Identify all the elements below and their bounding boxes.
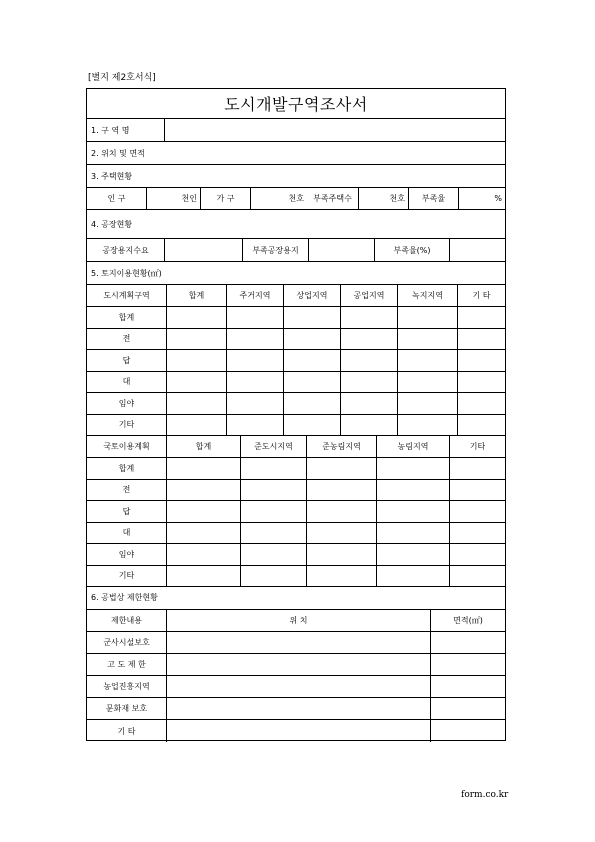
zone-name-row xyxy=(87,119,505,142)
shortage-housing-field[interactable]: 천호 xyxy=(359,188,409,209)
urban-row-label: 답 xyxy=(87,350,167,371)
footer-site: form.co.kr xyxy=(461,790,509,800)
national-row-label: 대 xyxy=(87,523,167,544)
national-value-cell[interactable] xyxy=(167,480,241,501)
population-field[interactable]: 천인 xyxy=(147,188,201,209)
national-row-1 xyxy=(87,480,505,502)
national-row-label: 임야 xyxy=(87,544,167,565)
national-row-3 xyxy=(87,523,505,545)
short-factory-land-field[interactable] xyxy=(309,239,375,261)
national-value-cell[interactable] xyxy=(307,501,377,522)
urban-value-cell[interactable] xyxy=(341,350,398,371)
national-value-cell[interactable] xyxy=(307,480,377,501)
national-value-cell[interactable] xyxy=(377,501,450,522)
national-value-cell[interactable] xyxy=(377,480,450,501)
urban-row-2 xyxy=(87,350,505,372)
urban-row-label: 임야 xyxy=(87,393,167,414)
urban-value-cell[interactable] xyxy=(284,307,341,328)
national-col-header-2: 준도시지역 xyxy=(241,436,307,457)
national-value-cell[interactable] xyxy=(167,501,241,522)
restriction-row-2 xyxy=(87,676,505,698)
urban-col-header-4: 공업지역 xyxy=(341,285,398,306)
urban-value-cell[interactable] xyxy=(227,350,284,371)
national-value-cell[interactable] xyxy=(167,523,241,544)
factory-shortage-rate-label: 부족율(%) xyxy=(375,239,450,261)
restriction-header-row xyxy=(87,586,505,610)
urban-row-1 xyxy=(87,329,505,351)
urban-value-cell[interactable] xyxy=(398,415,458,436)
urban-value-cell[interactable] xyxy=(167,393,227,414)
urban-header-row xyxy=(87,285,505,307)
form-title: 도시개발구역조사서 xyxy=(224,95,368,114)
national-value-cell[interactable] xyxy=(241,523,307,544)
urban-value-cell[interactable] xyxy=(167,329,227,350)
national-value-cell[interactable] xyxy=(307,523,377,544)
national-col-header-0: 국토이용계획 xyxy=(87,436,167,457)
housing-shortage-rate-label: 부족율 xyxy=(409,188,459,209)
urban-col-header-5: 녹지지역 xyxy=(398,285,458,306)
urban-value-cell[interactable] xyxy=(398,372,458,393)
urban-value-cell[interactable] xyxy=(398,307,458,328)
urban-row-label: 기타 xyxy=(87,415,167,436)
restriction-section-label: 6. 공법상 제한현황 xyxy=(91,593,158,602)
restriction-label: 문화재 보호 xyxy=(87,698,167,719)
restriction-location-cell[interactable] xyxy=(167,698,431,719)
urban-value-cell[interactable] xyxy=(398,329,458,350)
urban-value-cell[interactable] xyxy=(458,415,505,436)
urban-row-5 xyxy=(87,415,505,437)
restriction-area-cell[interactable] xyxy=(431,698,505,719)
urban-value-cell[interactable] xyxy=(284,415,341,436)
restriction-row-3 xyxy=(87,698,505,720)
factory-land-demand-label: 공장용지수요 xyxy=(87,239,165,261)
housing-section-label: 3. 주택현황 xyxy=(91,171,133,181)
population-label: 인 구 xyxy=(87,188,147,209)
national-header-row xyxy=(87,436,505,458)
urban-value-cell[interactable] xyxy=(458,350,505,371)
factory-land-demand-field[interactable] xyxy=(165,239,243,261)
urban-value-cell[interactable] xyxy=(284,350,341,371)
national-value-cell[interactable] xyxy=(450,544,505,565)
national-value-cell[interactable] xyxy=(307,458,377,479)
urban-value-cell[interactable] xyxy=(167,350,227,371)
urban-value-cell[interactable] xyxy=(227,372,284,393)
urban-value-cell[interactable] xyxy=(458,372,505,393)
land-use-section-label: 5. 토지이용현황(㎡) xyxy=(91,268,162,278)
urban-value-cell[interactable] xyxy=(227,393,284,414)
urban-value-cell[interactable] xyxy=(284,372,341,393)
restriction-location-cell[interactable] xyxy=(167,632,431,653)
restriction-row-1 xyxy=(87,654,505,676)
urban-value-cell[interactable] xyxy=(341,372,398,393)
national-row-5 xyxy=(87,566,505,588)
urban-value-cell[interactable] xyxy=(341,415,398,436)
restriction-content-header: 제한내용 xyxy=(87,610,167,631)
urban-value-cell[interactable] xyxy=(341,307,398,328)
restriction-label: 고 도 제 한 xyxy=(87,654,167,675)
urban-value-cell[interactable] xyxy=(458,393,505,414)
restriction-area-cell[interactable] xyxy=(431,632,505,653)
national-row-label: 답 xyxy=(87,501,167,522)
national-value-cell[interactable] xyxy=(241,544,307,565)
national-col-header-5: 기타 xyxy=(469,442,486,451)
restriction-area-cell[interactable] xyxy=(431,654,505,675)
restriction-location-cell[interactable] xyxy=(167,720,431,742)
national-col-header-1: 합계 xyxy=(167,436,241,457)
location-area-label: 2. 위치 및 면적 xyxy=(91,148,145,158)
shortage-housing-label: 부족주택수 xyxy=(307,188,359,209)
restriction-label: 군사시설보호 xyxy=(87,632,167,653)
national-value-cell[interactable] xyxy=(450,501,505,522)
urban-row-label: 합계 xyxy=(87,307,167,328)
national-value-cell[interactable] xyxy=(377,458,450,479)
urban-col-header-0: 도시계획구역 xyxy=(87,285,167,306)
restriction-label: 기 타 xyxy=(87,720,167,742)
urban-row-4 xyxy=(87,393,505,415)
restriction-location-cell[interactable] xyxy=(167,654,431,675)
restriction-location-cell[interactable] xyxy=(167,676,431,697)
households-label: 가 구 xyxy=(201,188,251,209)
urban-value-cell[interactable] xyxy=(227,329,284,350)
urban-value-cell[interactable] xyxy=(167,307,227,328)
restriction-area-cell[interactable] xyxy=(431,676,505,697)
restriction-row-0 xyxy=(87,632,505,654)
land-use-header-row xyxy=(87,262,505,285)
factory-header-row xyxy=(87,210,505,239)
urban-value-cell[interactable] xyxy=(284,329,341,350)
housing-header-row xyxy=(87,165,505,188)
housing-data-row xyxy=(87,188,505,210)
national-row-label: 전 xyxy=(87,480,167,501)
factory-data-row xyxy=(87,239,505,262)
restriction-label: 농업진흥지역 xyxy=(87,676,167,697)
urban-value-cell[interactable] xyxy=(167,372,227,393)
zone-name-label: 1. 구 역 명 xyxy=(87,119,165,141)
national-col-header-4: 농림지역 xyxy=(377,436,450,457)
restriction-column-row xyxy=(87,610,505,632)
survey-form xyxy=(86,88,506,741)
urban-value-cell[interactable] xyxy=(458,329,505,350)
urban-col-header-6: 기 타 xyxy=(472,291,491,300)
national-value-cell[interactable] xyxy=(167,544,241,565)
urban-row-3 xyxy=(87,372,505,394)
national-value-cell[interactable] xyxy=(450,458,505,479)
national-value-cell[interactable] xyxy=(241,458,307,479)
urban-value-cell[interactable] xyxy=(284,393,341,414)
urban-value-cell[interactable] xyxy=(167,415,227,436)
urban-value-cell[interactable] xyxy=(341,393,398,414)
households-field[interactable]: 천호 xyxy=(288,194,304,203)
urban-value-cell[interactable] xyxy=(398,393,458,414)
restriction-location-header: 위 치 xyxy=(167,610,431,631)
national-value-cell[interactable] xyxy=(450,480,505,501)
national-value-cell[interactable] xyxy=(241,480,307,501)
national-row-4 xyxy=(87,544,505,566)
national-value-cell[interactable] xyxy=(241,566,307,587)
national-value-cell[interactable] xyxy=(241,501,307,522)
national-value-cell[interactable] xyxy=(167,458,241,479)
urban-value-cell[interactable] xyxy=(341,329,398,350)
urban-value-cell[interactable] xyxy=(398,350,458,371)
housing-shortage-rate-field[interactable]: % xyxy=(494,194,502,203)
national-value-cell[interactable] xyxy=(377,544,450,565)
urban-value-cell[interactable] xyxy=(227,307,284,328)
form-number: [별지 제2호서식] xyxy=(88,73,156,83)
title-row xyxy=(87,89,505,119)
national-row-label: 합계 xyxy=(87,458,167,479)
restriction-area-cell[interactable] xyxy=(431,720,505,742)
short-factory-land-label: 부족공장용지 xyxy=(243,239,309,261)
urban-row-label: 전 xyxy=(87,329,167,350)
urban-row-label: 대 xyxy=(87,372,167,393)
national-value-cell[interactable] xyxy=(377,523,450,544)
national-row-2 xyxy=(87,501,505,523)
factory-section-label: 4. 공장현황 xyxy=(91,219,133,229)
national-value-cell[interactable] xyxy=(167,566,241,587)
urban-value-cell[interactable] xyxy=(458,307,505,328)
urban-col-header-2: 주거지역 xyxy=(227,285,284,306)
national-row-label: 기타 xyxy=(87,566,167,587)
zone-name-field[interactable] xyxy=(165,119,505,141)
factory-shortage-rate-field[interactable] xyxy=(450,239,505,261)
location-area-row xyxy=(87,142,505,165)
urban-col-header-3: 상업지역 xyxy=(284,285,341,306)
national-value-cell[interactable] xyxy=(307,544,377,565)
national-value-cell[interactable] xyxy=(450,566,505,587)
national-value-cell[interactable] xyxy=(450,523,505,544)
urban-row-0 xyxy=(87,307,505,329)
restriction-row-4 xyxy=(87,720,505,742)
urban-col-header-1: 합계 xyxy=(167,285,227,306)
national-value-cell[interactable] xyxy=(377,566,450,587)
restriction-area-header: 면적(㎡) xyxy=(453,616,483,625)
urban-value-cell[interactable] xyxy=(227,415,284,436)
national-row-0 xyxy=(87,458,505,480)
national-value-cell[interactable] xyxy=(307,566,377,587)
national-col-header-3: 준농림지역 xyxy=(307,436,377,457)
